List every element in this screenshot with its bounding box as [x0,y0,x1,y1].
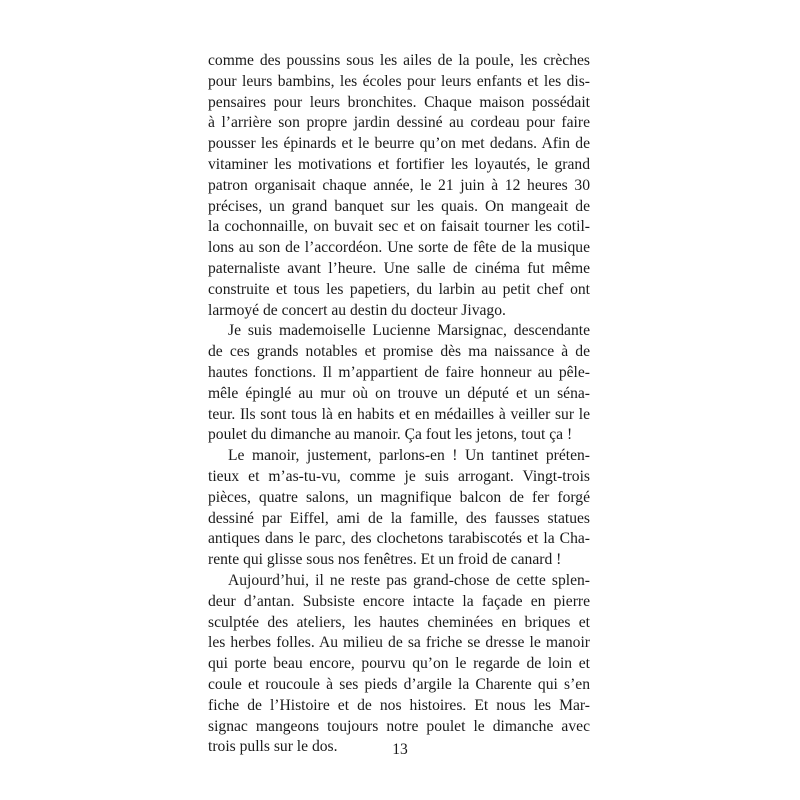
text-line: patron organisait chaque année, le 21 juin à 12 heures 30 [208,176,590,194]
text-line: signac mangeons toujours notre poulet le dimanche avec [208,717,590,735]
text-line: à l’arrière son propre jardin dessiné au cordeau pour faire [208,114,590,132]
text-line: coule et roucoule à ses pieds d’argile la Charente qui s’en [208,675,590,693]
text-line: Je suis mademoiselle Lucienne Marsignac, descendante [228,322,590,340]
text-line: de ces grands notables et promise dès ma naissance à de [208,343,590,361]
page-number: 13 [392,741,408,758]
text-line: sculptée des ateliers, les hautes cheminées en briques et [208,613,590,631]
text-line: antiques dans le parc, des clochetons tarabiscotés et la Cha- [208,530,590,548]
text-line: pour leurs bambins, les écoles pour leurs enfants et les dis- [208,72,590,90]
text-line: fiche de l’Histoire et de nos histoires. Et nous les Mar- [208,696,590,714]
text-line: les herbes folles. Au milieu de sa friche se dresse le manoir [208,634,590,652]
text-line: Aujourd’hui, il ne reste pas grand-chose de cette splen- [228,571,590,589]
text-line: teur. Ils sont tous là en habits et en médailles à veiller sur le [208,405,590,423]
paragraph [208,51,590,321]
text-line: larmoyé de concert au destin du docteur Jivago. [208,301,506,319]
text-line: pousser les épinards et le beurre qu’on met dedans. Afin de [208,135,590,153]
paragraph [208,446,590,571]
text-line: qui porte beau encore, pourvu qu’on le regarde de loin et [208,655,590,673]
paragraph [208,321,590,446]
text-line: comme des poussins sous les ailes de la poule, les crèches [208,52,590,69]
text-line: Le manoir, justement, parlons-en ! Un tantinet préten- [228,447,590,465]
text-line: tieux et m’as-tu-vu, comme je suis arrogant. Vingt-trois [208,467,590,485]
text-line: vitaminer les motivations et fortifier les loyautés, le grand [208,155,590,173]
text-line: dessiné par Eiffel, ami de la famille, des fausses statues [208,509,590,527]
text-line: lons au son de l’accordéon. Une sorte de fête de la musique [208,239,590,257]
text-line: mêle épinglé au mur où on trouve un député et un séna- [208,384,590,402]
text-line: précises, un grand banquet sur les quais. On mangeait de [208,197,590,215]
text-line: deur d’antan. Subsiste encore intacte la façade en pierre [208,592,590,610]
text-line: trois pulls sur le dos. [208,738,338,756]
text-line: pièces, quatre salons, un magnifique balcon de fer forgé [208,488,590,506]
text-line: hautes fonctions. Il m’appartient de faire honneur au pêle- [208,363,590,381]
text-line: paternaliste avant l’heure. Une salle de cinéma fut même [208,259,590,277]
text-line: poulet du dimanche au manoir. Ça fout les jetons, tout ça ! [208,426,573,444]
text-line: la cochonnaille, on buvait sec et on faisait tourner les cotil- [208,218,590,236]
body-text [208,51,590,758]
text-line: rente qui glisse sous nos fenêtres. Et un froid de canard ! [208,551,562,569]
paragraph [208,571,590,758]
text-line: construite et tous les papetiers, du larbin au petit chef ont [208,280,590,298]
text-line: pensaires pour leurs bronchites. Chaque maison possédait [208,93,590,111]
